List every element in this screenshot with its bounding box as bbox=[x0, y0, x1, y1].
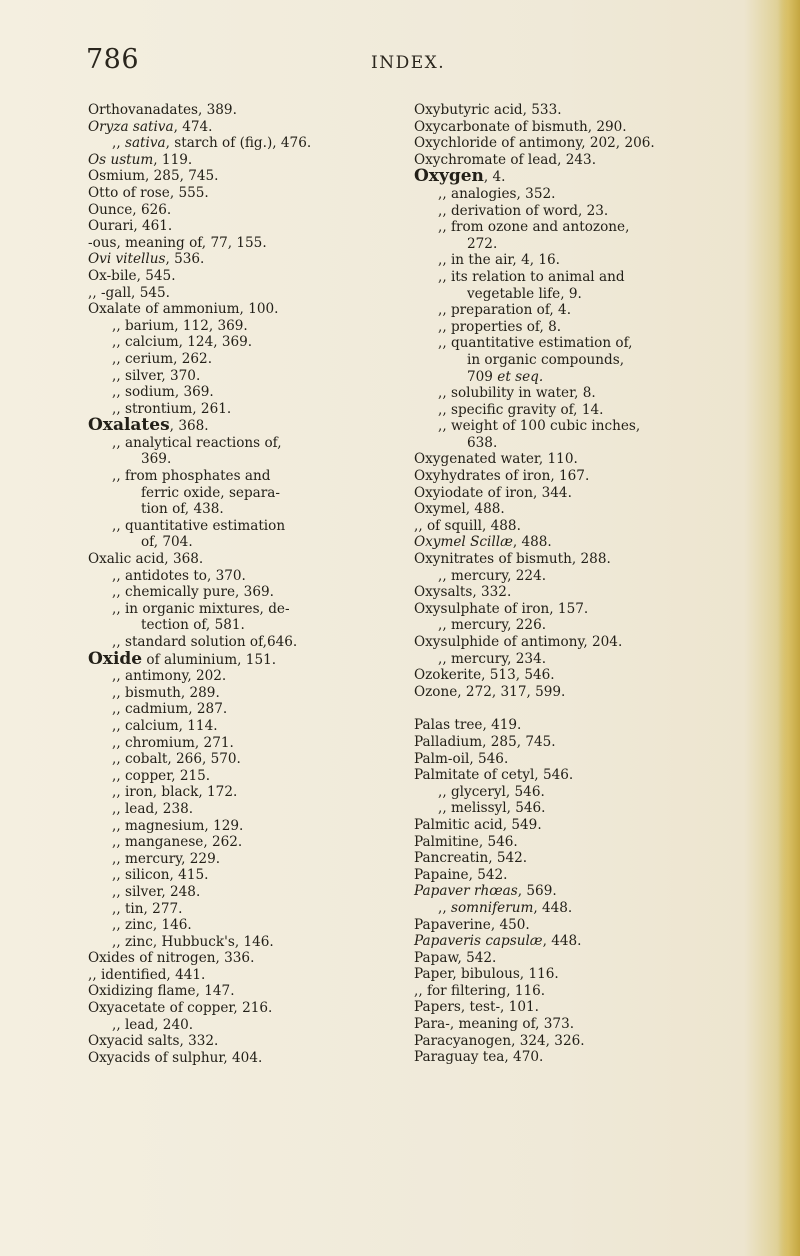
index-entry: Oxysulphide of antimony, 204. bbox=[414, 634, 623, 650]
index-entry: Oxychloride of antimony, 202, 206. bbox=[414, 135, 655, 152]
index-subentry: ,, barium, 112, 369. bbox=[112, 317, 248, 334]
index-entry: Oxygenated water, 110. bbox=[414, 451, 578, 468]
index-subentry: ,, from ozone and antozone, bbox=[438, 219, 630, 236]
index-entry: Palmitate of cetyl, 546. bbox=[414, 767, 574, 784]
index-subentry: ,, from phosphates and bbox=[112, 468, 271, 485]
index-heading-entry: Oxide of aluminium, 151. bbox=[88, 648, 277, 669]
index-entry: Oxalic acid, 368. bbox=[88, 551, 204, 568]
index-subentry: ,, cerium, 262. bbox=[112, 350, 213, 367]
index-entry: Papaver rhœas, 569. bbox=[414, 883, 557, 900]
index-entry: Pancreatin, 542. bbox=[414, 850, 528, 867]
index-entry: Paracyanogen, 324, 326. bbox=[414, 1032, 585, 1049]
index-entry: Oxidizing flame, 147. bbox=[88, 983, 235, 1000]
index-subentry: ,, cobalt, 266, 570. bbox=[112, 751, 241, 768]
index-entry-continuation: vegetable life, 9. bbox=[467, 285, 582, 302]
index-entry: Ovi vitellus, 536. bbox=[88, 251, 205, 268]
index-subentry: ,, zinc, Hubbuck's, 146. bbox=[112, 933, 274, 950]
index-entry: Ozone, 272, 317, 599. bbox=[414, 683, 566, 700]
page-edge-shading bbox=[778, 0, 800, 1256]
index-entry: -ous, meaning of, 77, 155. bbox=[88, 234, 267, 251]
index-entry: Ounce, 626. bbox=[88, 201, 172, 218]
index-entry: Oxides of nitrogen, 336. bbox=[88, 950, 255, 967]
index-subentry: ,, tin, 277. bbox=[112, 900, 183, 917]
index-entry: ,, identified, 441. bbox=[88, 966, 206, 983]
index-entry: Oxycarbonate of bismuth, 290. bbox=[414, 118, 627, 135]
index-column-left bbox=[88, 102, 406, 1066]
index-entry-continuation: tection of, 581. bbox=[141, 617, 245, 634]
index-entry: Oxyhydrates of iron, 167. bbox=[414, 468, 590, 485]
index-subentry: ,, lead, 238. bbox=[112, 800, 194, 817]
index-subentry: ,, analytical reactions of, bbox=[112, 434, 282, 451]
index-entry: Oxymel Scillæ, 488. bbox=[414, 534, 552, 551]
index-subentry: ,, its relation to animal and bbox=[438, 268, 625, 285]
index-entry: ,, -gall, 545. bbox=[88, 284, 170, 301]
index-entry: Paraguay tea, 470. bbox=[414, 1049, 544, 1066]
index-subentry: ,, copper, 215. bbox=[112, 767, 211, 784]
index-entry: Oxynitrates of bismuth, 288. bbox=[414, 551, 611, 568]
index-entry-continuation: in organic compounds, bbox=[467, 351, 625, 368]
index-entry: Ourari, 461. bbox=[88, 218, 173, 235]
index-subentry: ,, manganese, 262. bbox=[112, 834, 243, 851]
index-entry: Palas tree, 419. bbox=[414, 717, 522, 734]
index-entry-continuation: 272. bbox=[467, 235, 498, 252]
index-subentry: ,, silicon, 415. bbox=[112, 867, 209, 884]
index-entry: Papaine, 542. bbox=[414, 866, 508, 883]
index-subentry: ,, in the air, 4, 16. bbox=[438, 252, 560, 269]
index-entry: Papaw, 542. bbox=[414, 949, 497, 966]
index-subentry: ,, derivation of word, 23. bbox=[438, 202, 609, 219]
index-entry: Palm-oil, 546. bbox=[414, 750, 509, 767]
index-entry: Ozokerite, 513, 546. bbox=[414, 667, 555, 684]
index-entry: Ox-bile, 545. bbox=[88, 267, 176, 284]
index-section-gap bbox=[414, 700, 744, 717]
index-subentry: ,, calcium, 114. bbox=[112, 717, 218, 734]
index-subentry: ,, melissyl, 546. bbox=[438, 800, 546, 817]
index-entry: Os ustum, 119. bbox=[88, 151, 193, 168]
index-subentry: ,, antimony, 202. bbox=[112, 668, 227, 685]
index-subentry: ,, weight of 100 cubic inches, bbox=[438, 418, 641, 435]
index-entry: Papaveris capsulæ, 448. bbox=[414, 933, 582, 950]
index-entry: Orthovanadates, 389. bbox=[88, 102, 237, 118]
index-entry: Para-, meaning of, 373. bbox=[414, 1016, 575, 1033]
running-header: INDEX. bbox=[371, 53, 446, 73]
index-subentry: ,, mercury, 226. bbox=[438, 617, 547, 634]
index-entry: Oryza sativa, 474. bbox=[88, 118, 213, 135]
index-subentry: ,, bismuth, 289. bbox=[112, 684, 220, 701]
index-subentry: ,, mercury, 234. bbox=[438, 650, 547, 667]
index-entry: Oxymel, 488. bbox=[414, 501, 505, 518]
index-subentry: ,, analogies, 352. bbox=[438, 185, 556, 202]
index-subentry: ,, sativa, starch of (fig.), 476. bbox=[112, 135, 312, 152]
index-entry-continuation: 638. bbox=[467, 434, 498, 451]
index-entry-continuation: tion of, 438. bbox=[141, 501, 224, 518]
index-subentry: ,, lead, 240. bbox=[112, 1016, 194, 1033]
index-subentry: ,, solubility in water, 8. bbox=[438, 385, 596, 402]
index-subentry: ,, properties of, 8. bbox=[438, 318, 562, 335]
index-entry: Oxyacids of sulphur, 404. bbox=[88, 1049, 263, 1066]
index-subentry: ,, silver, 248. bbox=[112, 883, 201, 900]
index-entry: Osmium, 285, 745. bbox=[88, 168, 219, 185]
index-entry-continuation: of, 704. bbox=[141, 534, 193, 551]
index-entry: Palmitic acid, 549. bbox=[414, 816, 542, 833]
index-entry: Palmitine, 546. bbox=[414, 833, 518, 850]
index-entry-continuation: ferric oxide, separa- bbox=[141, 484, 280, 501]
index-entry: Oxysalts, 332. bbox=[414, 584, 512, 601]
index-entry: Oxybutyric acid, 533. bbox=[414, 102, 562, 118]
index-entry: ,, for filtering, 116. bbox=[414, 982, 546, 999]
index-subentry: ,, quantitative estimation bbox=[112, 517, 286, 534]
index-heading-entry: Oxalates, 368. bbox=[88, 415, 209, 436]
index-entry: Papers, test-, 101. bbox=[414, 999, 539, 1016]
index-subentry: ,, somniferum, 448. bbox=[438, 899, 573, 916]
index-entry: Oxychromate of lead, 243. bbox=[414, 151, 597, 168]
index-subentry: ,, cadmium, 287. bbox=[112, 701, 228, 718]
index-entry: Oxyacid salts, 332. bbox=[88, 1033, 219, 1050]
index-subentry: ,, sodium, 369. bbox=[112, 384, 214, 401]
index-subentry: ,, chemically pure, 369. bbox=[112, 584, 274, 601]
index-entry: Oxyacetate of copper, 216. bbox=[88, 1000, 273, 1017]
index-entry: Oxalate of ammonium, 100. bbox=[88, 301, 279, 318]
index-subentry: ,, glyceryl, 546. bbox=[438, 783, 545, 800]
index-entry: Oxysulphate of iron, 157. bbox=[414, 600, 589, 617]
page-number: 786 bbox=[86, 44, 140, 75]
index-subentry: ,, iron, black, 172. bbox=[112, 784, 238, 801]
index-subentry: ,, quantitative estimation of, bbox=[438, 335, 633, 352]
index-subentry: ,, mercury, 224. bbox=[438, 567, 547, 584]
index-entry: Otto of rose, 555. bbox=[88, 184, 209, 201]
index-column-right bbox=[414, 102, 744, 1066]
index-subentry: ,, strontium, 261. bbox=[112, 400, 232, 417]
index-subentry: ,, preparation of, 4. bbox=[438, 302, 572, 319]
index-subentry: ,, standard solution of,646. bbox=[112, 634, 298, 650]
index-subentry: ,, magnesium, 129. bbox=[112, 817, 244, 834]
index-subentry: ,, specific gravity of, 14. bbox=[438, 401, 604, 418]
index-subentry: ,, antidotes to, 370. bbox=[112, 567, 246, 584]
index-subentry: ,, in organic mixtures, de- bbox=[112, 600, 290, 617]
index-entry: Palladium, 285, 745. bbox=[414, 733, 556, 750]
index-subentry: ,, calcium, 124, 369. bbox=[112, 334, 253, 351]
index-heading-entry: Oxygen, 4. bbox=[414, 166, 506, 187]
index-entry: Oxyiodate of iron, 344. bbox=[414, 484, 572, 501]
index-subentry: ,, mercury, 229. bbox=[112, 850, 221, 867]
index-entry: Papaverine, 450. bbox=[414, 916, 530, 933]
index-entry: ,, of squill, 488. bbox=[414, 517, 521, 534]
index-subentry: ,, chromium, 271. bbox=[112, 734, 234, 751]
index-entry-continuation: 709 et seq. bbox=[467, 368, 544, 385]
index-entry-continuation: 369. bbox=[141, 451, 172, 468]
index-subentry: ,, zinc, 146. bbox=[112, 917, 192, 934]
index-entry: Paper, bibulous, 116. bbox=[414, 966, 559, 983]
index-subentry: ,, silver, 370. bbox=[112, 367, 201, 384]
